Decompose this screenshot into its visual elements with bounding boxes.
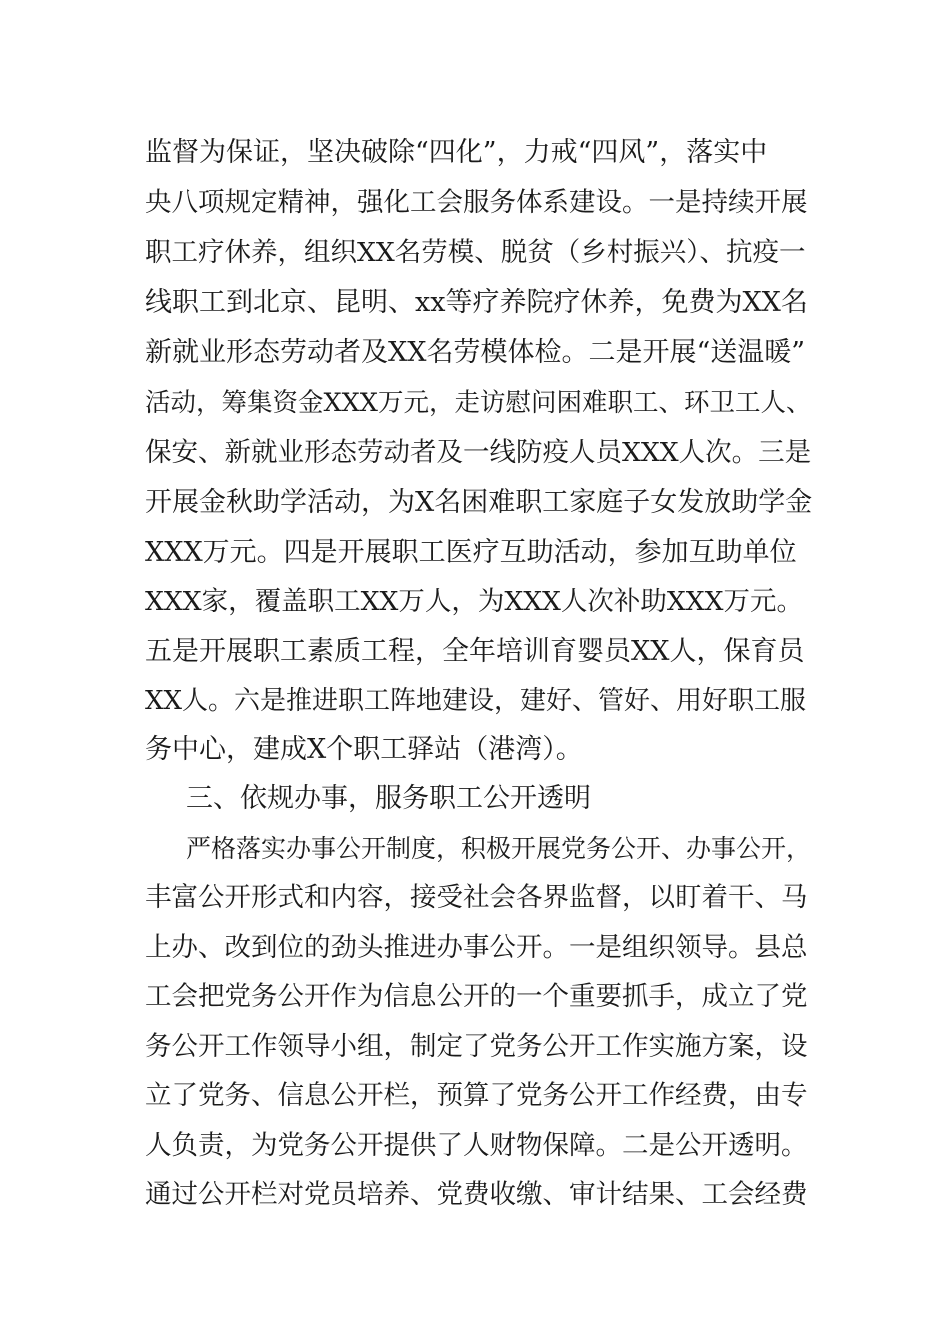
paragraph-line: 活动，筹集资金XXX万元，走访慰问困难职工、环卫工人、 bbox=[145, 388, 812, 418]
paragraph-line: 五是开展职工素质工程，全年培训育婴员XX人，保育员 bbox=[145, 636, 805, 667]
paragraph-line: 线职工到北京、昆明、xx等疗养院疗休养，免费为XX名 bbox=[145, 287, 808, 318]
paragraph-line: 开展金秋助学活动，为X名困难职工家庭子女发放助学金 bbox=[145, 487, 813, 518]
paragraph-line: 监督为保证，坚决破除“四化”，力戒“四风”，落实中 bbox=[145, 137, 768, 168]
paragraph-line: 保安、新就业形态劳动者及一线防疫人员XXX人次。三是 bbox=[145, 437, 812, 468]
paragraph-line: XXX家，覆盖职工XX万人，为XXX人次补助XXX万元。 bbox=[145, 586, 804, 617]
paragraph-line: 职工疗休养，组织XX名劳模、脱贫（乡村振兴）、抗疫一 bbox=[145, 237, 806, 268]
paragraph-line: 人负责，为党务公开提供了人财物保障。二是公开透明。 bbox=[145, 1130, 808, 1161]
paragraph-line: 上办、改到位的劲头推进办事公开。一是组织领导。县总 bbox=[145, 932, 808, 963]
paragraph-line: 立了党务、信息公开栏，预算了党务公开工作经费，由专 bbox=[145, 1080, 808, 1111]
paragraph-line: 严格落实办事公开制度，积极开展党务公开、办事公开， bbox=[186, 834, 812, 863]
section-heading: 三、依规办事，服务职工公开透明 bbox=[186, 783, 591, 814]
paragraph-line: XXX万元。四是开展职工医疗互助活动，参加互助单位 bbox=[145, 537, 797, 568]
paragraph-line: 工会把党务公开作为信息公开的一个重要抓手，成立了党 bbox=[145, 981, 808, 1012]
paragraph-line: 务公开工作领导小组，制定了党务公开工作实施方案，设 bbox=[145, 1031, 808, 1062]
paragraph-line: 通过公开栏对党员培养、党费收缴、审计结果、工会经费 bbox=[145, 1179, 808, 1210]
paragraph-line: 新就业形态劳动者及XX名劳模体检。二是开展“送温暖” bbox=[145, 337, 806, 368]
paragraph-line: 务中心，建成X个职工驿站（港湾）。 bbox=[145, 734, 583, 765]
paragraph-line: XX人。六是推进职工阵地建设，建好、管好、用好职工服 bbox=[145, 686, 807, 716]
paragraph-line: 央八项规定精神，强化工会服务体系建设。一是持续开展 bbox=[145, 187, 808, 218]
paragraph-line: 丰富公开形式和内容，接受社会各界监督，以盯着干、马 bbox=[145, 882, 808, 913]
